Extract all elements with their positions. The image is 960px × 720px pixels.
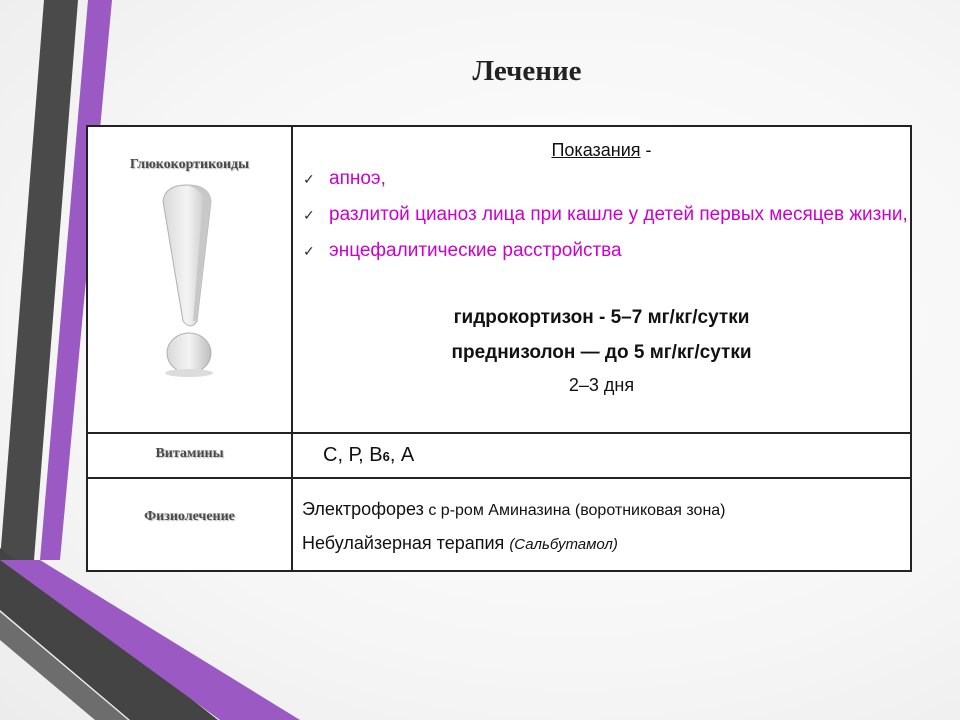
label-cell: [87, 478, 292, 571]
row-label-vitamins: Витамины: [155, 446, 224, 462]
physio-line-electrophoresis: Электрофорез с р-ром Аминазина (воротниковая зона): [302, 498, 726, 519]
table-row-glucocorticoids: [87, 126, 911, 433]
table-row-vitamins: [87, 433, 911, 478]
checkmark-icon: ✓: [303, 171, 315, 187]
slide-title: Лечение: [472, 55, 582, 87]
label-cell: [87, 126, 292, 433]
drug-hydrocortisone: гидрокортизон - 5–7 мг/кг/сутки: [453, 307, 750, 328]
indication-item: ✓ разлитой цианоз лица при кашле у детей первых месяцев жизни,: [303, 201, 910, 229]
indication-item: ✓ апноэ,: [303, 165, 910, 193]
row-label-physio: Физиолечение: [144, 508, 235, 524]
physio-line-nebulizer: Небулайзерная терапия (Сальбутамол): [302, 532, 618, 553]
checkmark-icon: ✓: [303, 207, 315, 223]
indication-item: ✓ энцефалитические расстройства: [303, 237, 910, 265]
vitamins-list: С, Р, В6, А: [323, 444, 415, 467]
treatment-table: [86, 125, 912, 572]
content-cell: [292, 478, 911, 571]
checkmark-icon: ✓: [303, 243, 315, 259]
row-label-glucocorticoids: Глюкокортикоиды: [129, 157, 250, 172]
content-cell: [292, 126, 911, 433]
label-cell: [87, 433, 292, 478]
drug-prednisolone: преднизолон — до 5 мг/кг/сутки: [451, 342, 752, 363]
exclamation-icon: [145, 181, 235, 381]
indications-heading: Показания -: [551, 140, 652, 160]
table-row-physio: [87, 478, 911, 571]
content-cell: [292, 433, 911, 478]
course-duration: 2–3 дня: [568, 375, 635, 395]
